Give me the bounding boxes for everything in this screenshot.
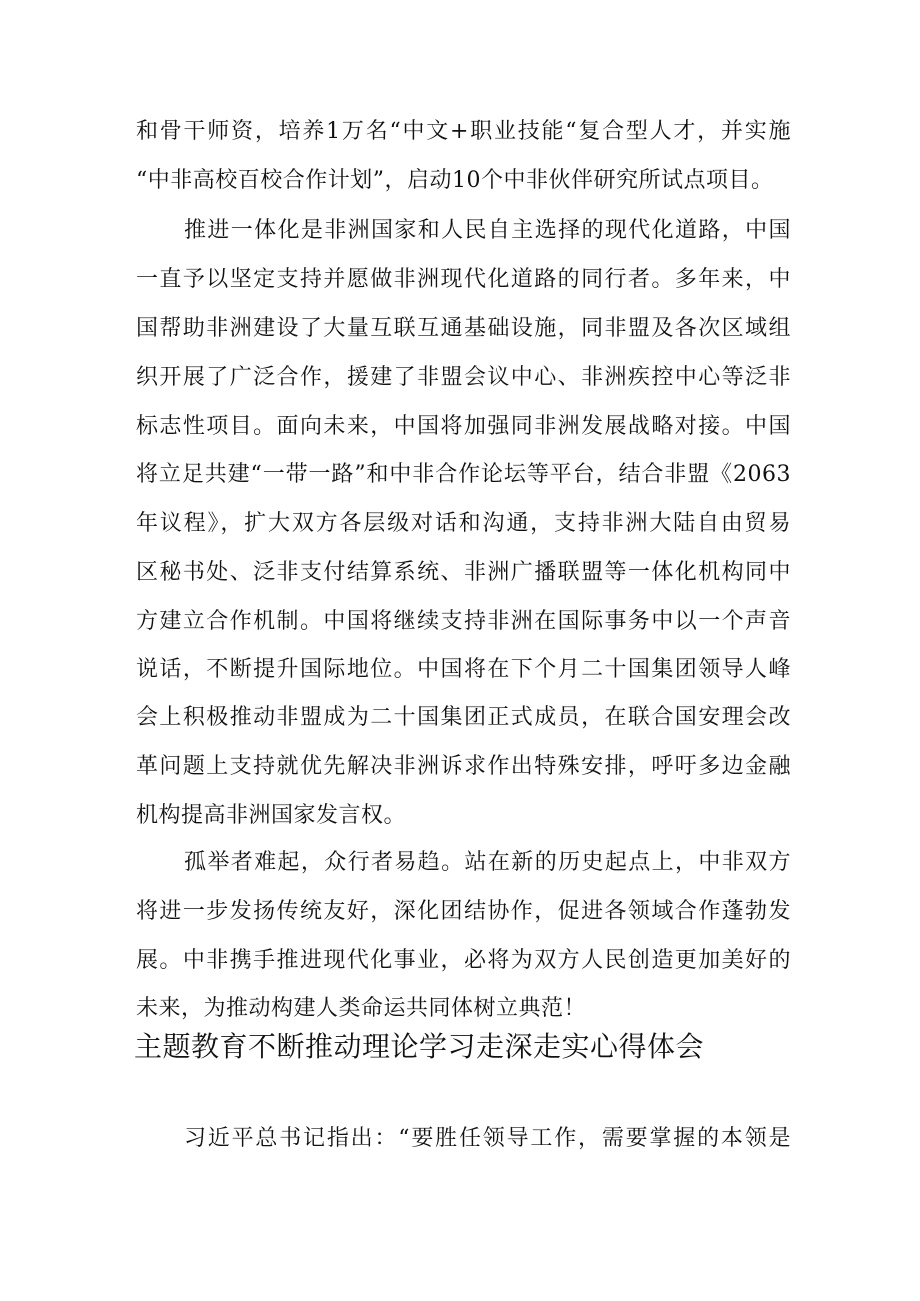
paragraph-line: 标志性项目。面向未来，中国将加强同非洲发展战略对接。中国 — [136, 414, 791, 439]
paragraph-line: 年议程》，扩大双方各层级对话和沟通，支持非洲大陆自由贸易 — [136, 511, 791, 536]
paragraph-line: 会上积极推动非盟成为二十国集团正式成员，在联合国安理会改 — [136, 705, 791, 730]
paragraph-line: 国帮助非洲建设了大量互联互通基础设施，同非盟及各次区域组 — [136, 316, 791, 341]
paragraph-line: 习近平总书记指出：“要胜任领导工作，需要掌握的本领是 — [184, 1126, 791, 1151]
paragraph-line: 和骨干师资，培养1万名“中文+职业技能“复合型人才，并实施 — [136, 119, 791, 144]
paragraph-line: 织开展了广泛合作，援建了非盟会议中心、非洲疾控中心等泛非 — [136, 365, 791, 390]
paragraph-line: 说话，不断提升国际地位。中国将在下个月二十国集团领导人峰 — [136, 657, 791, 682]
paragraph-line: 未来，为推动构建人类命运共同体树立典范！ — [136, 996, 587, 1021]
paragraph-line: 区秘书处、泛非支付结算系统、非洲广播联盟等一体化机构同中 — [136, 560, 791, 585]
paragraph-line: 革问题上支持就优先解决非洲诉求作出特殊安排，呼吁多边金融 — [136, 754, 791, 779]
paragraph-line: 方建立合作机制。中国将继续支持非洲在国际事务中以一个声音 — [136, 609, 791, 634]
paragraph-line: 将进一步发扬传统友好，深化团结协作，促进各领域合作蓬勃发 — [136, 899, 791, 924]
paragraph-line: 推进一体化是非洲国家和人民自主选择的现代化道路，中国 — [184, 218, 791, 243]
paragraph-line: 将立足共建“一带一路”和中非合作论坛等平台，结合非盟《2063 — [136, 462, 791, 487]
paragraph-line: 一直予以坚定支持并愿做非洲现代化道路的同行者。多年来，中 — [136, 267, 791, 292]
paragraph-line: 展。中非携手推进现代化事业，必将为双方人民创造更加美好的 — [136, 948, 791, 973]
paragraph-line: “中非高校百校合作计划”，启动10个中非伙伴研究所试点项目。 — [136, 168, 774, 193]
section-title: 主题教育不断推动理论学习走深走实心得体会 — [134, 1030, 705, 1063]
paragraph-line: 孤举者难起，众行者易趋。站在新的历史起点上，中非双方 — [184, 850, 791, 875]
paragraph-line: 机构提高非洲国家发言权。 — [136, 803, 407, 828]
